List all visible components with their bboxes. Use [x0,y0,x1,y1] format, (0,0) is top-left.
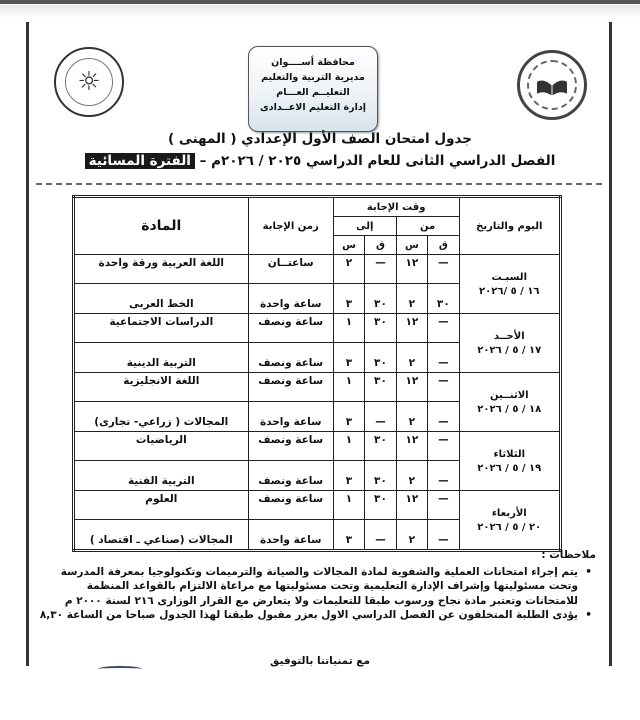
duration-cell: ساعة ونصف [248,432,333,461]
subject-cell: اللغة العربية ورقة واحدة [74,255,249,284]
from-hour-cell: ٢ [396,402,427,432]
day-date-cell [459,373,560,432]
duration-cell: ساعة واحدة [248,402,333,432]
governorate-label: محافظة أســــوان [271,57,355,68]
note-item [32,608,592,623]
from-minute-cell: — [428,255,459,284]
day-date-cell [459,491,560,551]
header-subject: المادة [74,197,249,255]
to-hour-cell: ٣ [333,461,364,491]
from-hour-cell: ١٢ [396,432,427,461]
to-hour-cell: ٣ [333,284,364,314]
from-minute-cell: — [428,373,459,402]
exam-schedule-table [72,195,562,552]
from-hour-cell: ١٢ [396,373,427,402]
from-minute-cell: — [428,343,459,373]
to-hour-cell: ٣ [333,343,364,373]
duration-cell: ساعة ونصف [248,343,333,373]
dashed-divider [36,183,602,185]
table-row [74,255,561,284]
to-hour-cell: ١ [333,314,364,343]
table-row [74,314,561,343]
from-hour-cell: ٢ [396,343,427,373]
to-hour-cell: ٣ [333,402,364,432]
day-date-cell [459,432,560,491]
to-minute-cell: ٣٠ [365,461,396,491]
duration-cell: ساعة ونصف [248,373,333,402]
to-minute-cell: — [365,255,396,284]
schedule-subtitle [0,153,640,169]
header-answer-time: وقت الإجابة [333,197,459,217]
term-year-text: الفصل الدراسي الثانى للعام الدراسي ٢٠٢٥ / ٢٠٢٦م – [194,153,556,169]
table-row [74,432,561,461]
note-item [32,565,592,609]
header-duration: زمن الإجابة [248,197,333,255]
exam-date: ١٦ / ٥ /٢٠٢٦ [479,286,540,297]
day-name: الثلاثاء [493,449,526,460]
header-day-date: اليوم والتاريخ [459,197,560,255]
to-hour-cell: ١ [333,373,364,402]
subject-cell: الرياضيات [74,432,249,461]
subject-cell: الخط العربى [74,284,249,314]
from-hour-cell: ١٢ [396,491,427,520]
to-minute-cell: — [365,520,396,551]
to-hour-cell: ١ [333,491,364,520]
from-minute-cell: — [428,520,459,551]
subject-cell: التربية الدينية [74,343,249,373]
subject-cell: المجالات ( زراعي- تجارى) [74,402,249,432]
from-hour-cell: ١٢ [396,255,427,284]
duration-cell: ساعة واحدة [248,284,333,314]
notes-title: ملاحظات : [541,549,596,561]
header-to: إلى [333,217,396,236]
subject-cell: اللغة الانجليزية [74,373,249,402]
day-name: السبـت [491,272,527,283]
to-minute-cell: ٣٠ [365,373,396,402]
department-label: إدارة التعليم الاعــدادى [260,102,366,113]
from-hour-cell: ٢ [396,284,427,314]
to-hour-cell: ١ [333,432,364,461]
notes-list [32,565,596,623]
table-row [74,491,561,520]
from-minute-cell: — [428,402,459,432]
eagle-emblem-icon: ☼ [77,67,101,97]
from-minute-cell: — [428,314,459,343]
notes-section [32,548,596,623]
table-row [74,373,561,402]
exam-date: ١٨ / ٥ / ٢٠٢٦ [477,404,542,415]
subject-cell: المجالات (صناعي ـ اقتصاد ) [74,520,249,551]
schedule-title: جدول امتحان الصف الأول الإعدادي ( المهنى ) [167,131,472,147]
to-hour-cell: ٣ [333,520,364,551]
day-name: الأربعاء [491,508,527,519]
exam-date: ١٩ / ٥ / ٢٠٢٦ [477,463,542,474]
note-text: يتم إجراء امتحانات العملية والشفوية لمادة المجالات والصيانة والترميمات وتكنولوجيا بمعرفة المدرسة وتحت مسئوليتها وإشراف الإدارة التعليمية وتحت مسئوليتها مع مراعاة الالتزام بالقواعد المنظمة للامتحانات وتعتبر مادة نجاح ورسوب طبقا للتعليمات ولا يتعارض مع القرار الوزارى ٢١٦ لسنة ٢٠٠٠ م [60,565,578,607]
day-date-cell [459,314,560,373]
stamp-mark [98,666,142,672]
header-to-minute: ق [365,236,396,255]
subject-cell: العلوم [74,491,249,520]
from-hour-cell: ٢ [396,520,427,551]
header-to-hour: س [333,236,364,255]
ministry-seal-icon [54,47,124,117]
to-minute-cell: — [365,402,396,432]
general-education-label: التعليــم العـــام [276,87,350,98]
directorate-label: مديرية التربية والتعليم [261,72,365,83]
evening-period-badge: الفترة المسائية [85,153,195,169]
directorate-header-box [248,46,378,132]
exam-date: ١٧ / ٥ / ٢٠٢٦ [477,345,542,356]
to-minute-cell: ٣٠ [365,432,396,461]
scan-top-edge [0,0,640,4]
duration-cell: ساعة ونصف [248,461,333,491]
duration-cell: ساعة ونصف [248,491,333,520]
to-minute-cell: ٣٠ [365,491,396,520]
open-book-icon [535,78,569,96]
from-minute-cell: ٣٠ [428,284,459,314]
duration-cell: ساعة ونصف [248,314,333,343]
scan-shadow [0,5,640,19]
from-hour-cell: ٢ [396,461,427,491]
subject-cell: الدراسات الاجتماعية [74,314,249,343]
to-hour-cell: ٢ [333,255,364,284]
header-from-minute: ق [428,236,459,255]
day-date-cell [459,255,560,314]
day-name: الاثنــين [489,390,529,401]
duration-cell: ساعتــان [248,255,333,284]
from-minute-cell: — [428,491,459,520]
exam-date: ٢٠ / ٥ / ٢٠٢٦ [477,522,542,533]
subject-cell: التربية الفنية [74,461,249,491]
header-from-hour: س [396,236,427,255]
bullet-icon: • [585,565,592,578]
header-from: من [396,217,459,236]
closing-wishes: مع تمنياتنا بالتوفيق [270,655,370,667]
from-hour-cell: ١٢ [396,314,427,343]
bullet-icon: • [585,609,592,621]
day-name: الأحــد [493,331,525,342]
from-minute-cell: — [428,461,459,491]
from-minute-cell: — [428,432,459,461]
note-text: يؤدى الطلبة المتخلفون عن الفصل الدراسي الاول بعزر مقبول طبقنا لهذا الجدول صباحا من الساعة ٨,٣٠ [39,609,578,621]
to-minute-cell: ٣٠ [365,284,396,314]
duration-cell: ساعة واحدة [248,520,333,551]
to-minute-cell: ٣٠ [365,314,396,343]
education-book-seal-icon [517,50,587,120]
to-minute-cell: ٣٠ [365,343,396,373]
